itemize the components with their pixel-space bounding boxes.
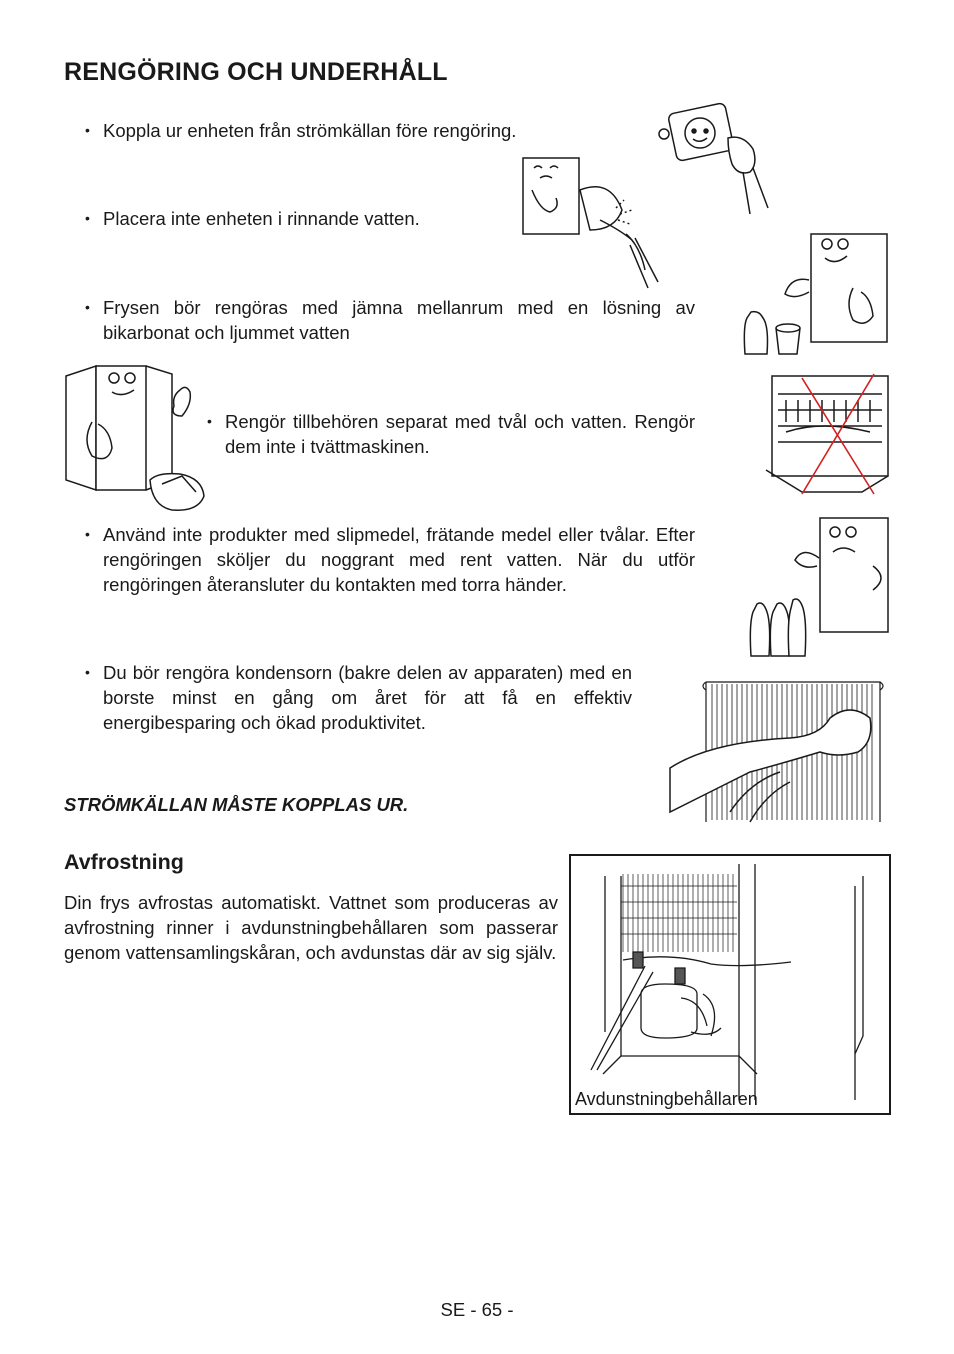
evaporation-figure bbox=[569, 854, 891, 1115]
dishwasher-crossed-icon bbox=[762, 370, 892, 500]
fridge-cleaning-bucket-icon bbox=[735, 228, 890, 363]
bullet-no-running-water: • Placera inte enheten i rinnande vatten. bbox=[83, 206, 523, 231]
fridge-sad-detergent-icon bbox=[745, 512, 890, 660]
bullet-accessories: • Rengör tillbehören separat med tvål och vatten. Rengör dem inte i tvättmaskinen. bbox=[205, 409, 695, 459]
defrost-heading: Avfrostning bbox=[64, 850, 184, 874]
evaporation-tray-diagram bbox=[571, 856, 889, 1113]
figure-caption: Avdunstningbehållaren bbox=[575, 1089, 758, 1109]
warning-text: STRÖMKÄLLAN MÅSTE KOPPLAS UR. bbox=[64, 794, 409, 815]
fridge-open-accessories-icon bbox=[62, 360, 212, 516]
page-title: RENGÖRING OCH UNDERHÅLL bbox=[64, 58, 448, 86]
page-number: SE - 65 - bbox=[440, 1299, 514, 1320]
defrost-paragraph: Din frys avfrostas automatiskt. Vattnet som produceras av avfrostning rinner i avdunstningbehållaren som passerar genom vattensamlingskåran, och avdunstas där av sig själv. bbox=[64, 892, 558, 963]
bullet-condenser: • Du bör rengöra kondensorn (bakre delen av apparaten) med en borste minst en gång om året för att få en effektiv energibesparing och ökad produktivitet. bbox=[83, 660, 632, 735]
fridge-water-spray-icon bbox=[520, 150, 665, 290]
bullet-unplug: • Koppla ur enheten från strömkällan före rengöring. bbox=[83, 118, 703, 143]
bullet-bicarbonate: • Frysen bör rengöras med jämna mellanrum med en lösning av bikarbonat och ljummet vatten bbox=[83, 295, 695, 345]
condenser-brush-icon bbox=[670, 672, 890, 824]
socket-plug-icon bbox=[658, 104, 773, 216]
bullet-no-abrasives: • Använd inte produkter med slipmedel, frätande medel eller tvålar. Efter rengöringen sköljer du noggrant med rent vatten. När du utför rengöringen återansluter du kontakten med torra händer. bbox=[83, 522, 695, 597]
